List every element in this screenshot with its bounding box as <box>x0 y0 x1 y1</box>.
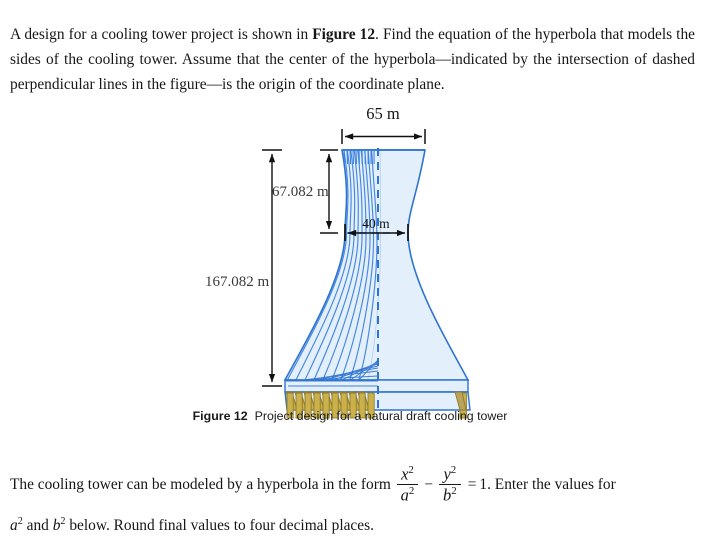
exponent-y: 2 <box>450 464 457 476</box>
problem-intro-part2: . Find the equation of the hyperbola that models the sides of the cooling tower. Assume that the center of the hyperbola—indicated by the intersection of dashed perpendicular lines in the figure—is the origin of the coordinate plane. <box>10 26 695 94</box>
variable-a: a <box>400 485 409 505</box>
variable-a-second: a <box>10 516 18 534</box>
label-top-width: 65 m <box>366 104 400 123</box>
figure-caption <box>150 408 550 425</box>
closing-text-part1: The cooling tower can be modeled by a hyperbola in the form <box>10 475 395 493</box>
equation-term-y-over-b <box>439 465 461 504</box>
closing-text-part2: . Enter the values for <box>487 475 616 493</box>
exponent-x: 2 <box>408 464 414 476</box>
closing-text-part3: below. Round final values to four decimal places. <box>65 516 374 534</box>
denominator-b-squared <box>439 485 461 504</box>
problem-statement <box>10 22 695 97</box>
exponent-a-second: 2 <box>17 515 23 527</box>
dimension-waist-height <box>272 150 338 233</box>
caption-label: Figure 12 <box>192 409 248 423</box>
exponent-b-second: 2 <box>60 515 66 527</box>
closing-statement <box>10 466 695 543</box>
dimension-top-width <box>342 104 425 144</box>
label-waist-width: 40 m <box>362 216 390 231</box>
closing-text-and: and <box>22 516 53 534</box>
equation-minus-operator: − <box>424 475 434 493</box>
dimension-total-height <box>205 150 282 386</box>
denominator-a-squared <box>397 485 419 504</box>
numerator-y-squared <box>439 465 461 485</box>
label-total-height: 167.082 m <box>205 274 270 290</box>
problem-intro-part1: A design for a cooling tower project is shown in <box>10 26 313 44</box>
cooling-tower-figure <box>0 100 703 450</box>
figure-reference: Figure 12 <box>312 26 376 44</box>
exponent-a: 2 <box>408 484 415 497</box>
variable-y: y <box>443 464 451 484</box>
numerator-x-squared <box>397 465 419 485</box>
closing-second-line <box>10 505 695 543</box>
exponent-b: 2 <box>451 484 457 497</box>
caption-text: Project design for a natural draft cooling tower <box>254 409 508 423</box>
equation-right-hand-side: 1 <box>479 475 488 493</box>
cooling-tower-diagram <box>0 100 703 450</box>
variable-b-second: b <box>52 516 61 534</box>
variable-x: x <box>401 464 409 484</box>
label-waist-height: 67.082 m <box>272 184 329 200</box>
equation-equals-sign: = <box>467 475 477 493</box>
equation-term-x-over-a <box>397 465 419 504</box>
variable-b: b <box>443 485 452 505</box>
